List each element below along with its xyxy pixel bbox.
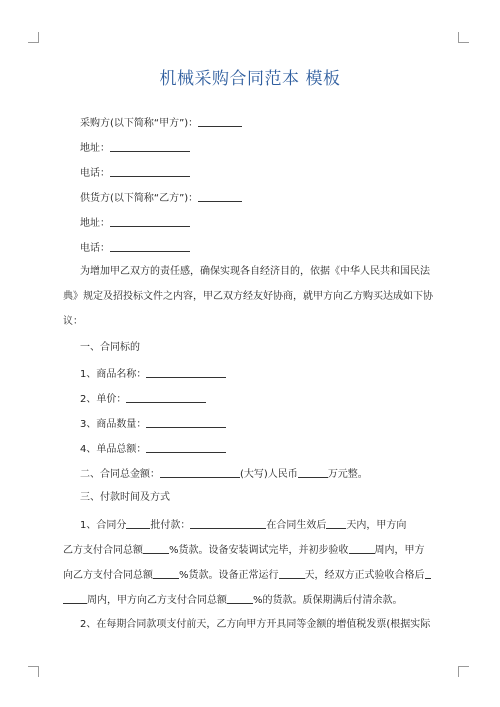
preamble-line-1 [80, 266, 430, 278]
inline-text: 天，经双方正式验收合格后 [304, 570, 425, 581]
phone-label: 电话： [80, 243, 110, 254]
blank-field[interactable] [227, 593, 253, 604]
total-amount-line [80, 467, 368, 481]
supplier-label: 供货方(以下简称“乙方”)： [80, 193, 199, 204]
section-heading: 一、合同标的 [80, 342, 140, 353]
blank-field[interactable] [126, 518, 150, 529]
inline-text: 周内，甲方向乙方支付合同总额 [87, 595, 227, 606]
crop-mark-top-right [458, 32, 469, 43]
buyer-line [80, 116, 242, 130]
item-label: 2、单价： [80, 394, 127, 405]
address-label: 地址： [80, 143, 110, 154]
inline-text: 批付款： [150, 520, 191, 531]
quantity-line [80, 417, 226, 431]
payment-line-3 [63, 568, 431, 582]
blank-field[interactable] [110, 166, 190, 177]
section-heading-1 [80, 342, 140, 354]
blank-field[interactable] [146, 367, 226, 378]
payment-line-5 [80, 619, 430, 631]
product-name-line [80, 367, 226, 381]
blank-field[interactable] [63, 593, 87, 604]
payment-line-2 [63, 543, 425, 557]
inline-text: %的货款。质保期满后付清余款。 [253, 595, 403, 606]
inline-text: 在合同生效后 [266, 520, 327, 531]
blank-field[interactable] [349, 543, 375, 554]
inline-text: 周内，甲方 [374, 545, 425, 556]
inline-text: 1、合同分 [80, 520, 127, 531]
supplier-address-line [80, 216, 190, 230]
item-total-line [80, 442, 226, 456]
blank-field[interactable] [425, 568, 431, 579]
blank-field[interactable] [146, 442, 226, 453]
item-label: 二、合同总金额： [80, 469, 160, 480]
buyer-address-line [80, 141, 190, 155]
paragraph-text: 2、在每期合同款项支付前天，乙方向甲方开具同等金额的增值税发票(根据实际 [80, 619, 431, 630]
section-heading: 三、付款时间及方式 [80, 492, 170, 503]
item-label: 1、商品名称： [80, 369, 147, 380]
blank-field[interactable] [298, 467, 328, 478]
crop-mark-bottom-left [28, 666, 39, 677]
blank-field[interactable] [160, 467, 240, 478]
blank-field[interactable] [198, 191, 242, 202]
preamble-line-3 [63, 316, 83, 328]
buyer-phone-line [80, 166, 190, 180]
inline-text: 向乙方支付合同总额 [63, 570, 153, 581]
item-label: 3、商品数量： [80, 419, 147, 430]
blank-field[interactable] [279, 568, 305, 579]
inline-text: 万元整。 [327, 469, 368, 480]
item-label: 4、单品总额： [80, 444, 147, 455]
payment-line-4 [63, 593, 403, 607]
preamble-line-2 [63, 291, 433, 303]
paragraph-text: 典》规定及招投标文件之内容，甲乙双方经友好协商，就甲方向乙方购买达成如下协 [63, 291, 433, 302]
blank-field[interactable] [190, 518, 266, 529]
crop-mark-top-left [28, 32, 39, 43]
inline-text: 乙方支付合同总额 [63, 545, 143, 556]
inline-text: 天内，甲方向 [346, 520, 407, 531]
supplier-phone-line [80, 241, 190, 255]
unit-price-line [80, 392, 206, 406]
document-title: 机械采购合同范本 模板 [159, 69, 341, 89]
address-label: 地址： [80, 218, 110, 229]
paragraph-text: 为增加甲乙双方的责任感，确保实现各自经济目的，依据《中华人民共和国民法 [80, 266, 430, 277]
blank-field[interactable] [110, 216, 190, 227]
inline-text: %货款。设备安装调试完毕，并初步验收 [169, 545, 349, 556]
paragraph-text: 议： [63, 316, 83, 327]
blank-field[interactable] [146, 417, 226, 428]
blank-field[interactable] [110, 241, 190, 252]
blank-field[interactable] [126, 392, 206, 403]
buyer-label: 采购方(以下简称“甲方”)： [80, 118, 199, 129]
blank-field[interactable] [110, 141, 190, 152]
section-heading-3 [80, 492, 170, 504]
blank-field[interactable] [143, 543, 169, 554]
payment-line-1 [80, 518, 406, 532]
phone-label: 电话： [80, 168, 110, 179]
inline-text: (大写)人民币 [240, 469, 298, 480]
blank-field[interactable] [198, 116, 242, 127]
supplier-line [80, 191, 242, 205]
crop-mark-bottom-right [458, 666, 469, 677]
blank-field[interactable] [326, 518, 346, 529]
inline-text: %货款。设备正常运行 [179, 570, 279, 581]
blank-field[interactable] [153, 568, 179, 579]
